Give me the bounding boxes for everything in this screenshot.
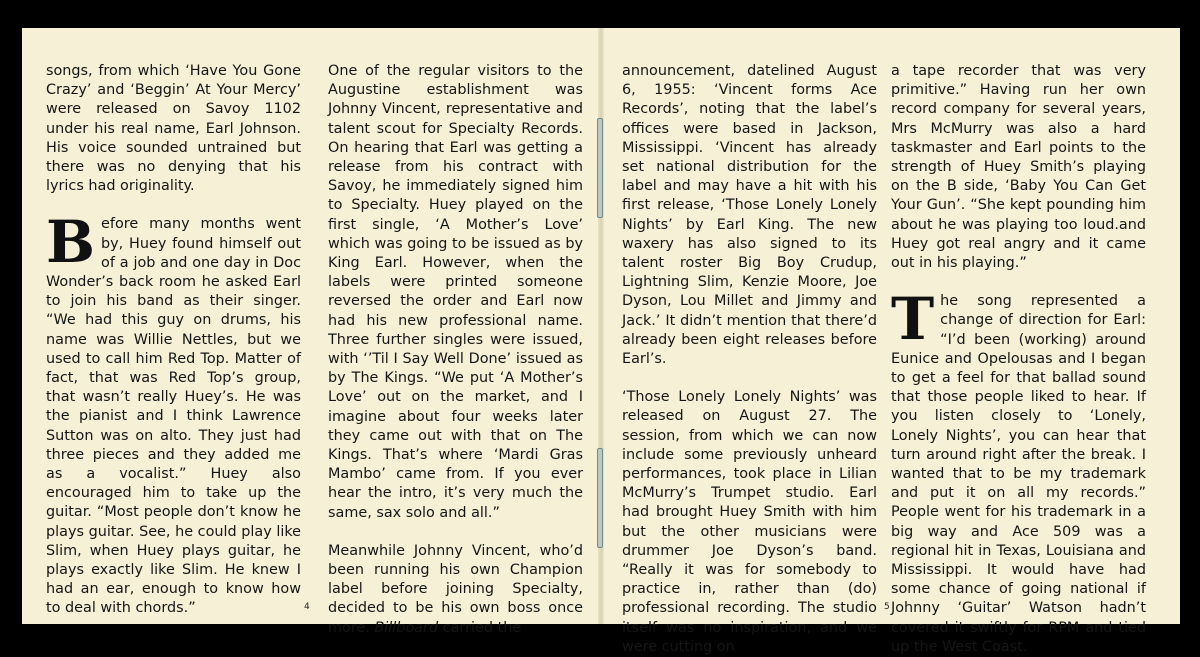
- paragraph-text: efore many months went by, Huey found himself out of a job and one day in Doc Wonder’s back room he asked Earl to join his band as their singer. “We had this guy on drums, his name was Willie Nettles, but we used to call him Red Top. Matter of fact, that was Red Top’s group, that wasn’t really Huey’s. He was the pianist and I think Lawrence Sutton was on alto. They just had three pieces and they added me as a vocalist.” Huey also encouraged him to take up the guitar. “Most people don’t know he plays guitar. See, he could play like Slim, when Huey plays guitar, he plays exactly like Slim. He knew I had an ear, enough to know how to deal with chords.”: [46, 216, 301, 617]
- right-page: [602, 28, 1180, 655]
- page-number: 4: [304, 602, 310, 612]
- italic-title: Billboard: [374, 619, 439, 636]
- paragraph: One of the regular visitors to the Augustine establishment was Johnny Vincent, representative and talent scout for Specialty Records. On hearing that Earl was getting a release from his contract with Savoy, he immediately signed him to Specialty. Huey played on the first single, ‘A Mother’s Love’ which was going to be issued as by King Earl. However, when the labels were printed someone reversed the order and Earl now had his new professional name. Three further singles were issued, with ‘’Til I Say Well Done’ issued as by The Kings. “We put ‘A Mother’s Love’ out on the market, and I imagine about four weeks later they came out with that on The Kings. That’s where ‘Mardi Gras Mambo’ came from. If you ever hear the intro, it’s very much the same, sax solo and all.”: [328, 63, 583, 521]
- paragraph: [46, 208, 301, 618]
- paragraph: [891, 285, 1146, 657]
- left-page: [22, 28, 600, 636]
- paragraph-text: he song represented a change of direction for Earl: “I’d been (working) around Eunice and Opelousas and I began to get a feel for that ballad sound that those people liked to hear. If you listen closely to ‘Lonely, Lonely Nights’, you can hear that turn around right after the break. I wanted that to be my trademark and put it on all my records.” People went for his trademark in a big way and Ace 509 was a regional hit in Texas, Louisiana and Mississippi. It would have had some chance of going national if Johnny ‘Guitar’ Watson hadn’t covered it swiftly for RPM and tied up the West Coast.: [891, 293, 1146, 655]
- paragraph: a tape recorder that was very primitive.” Having run her own record company for several years, Mrs McMurry was also a hard taskmaster and Earl points to the strength of Huey Smith’s playing on the B side, ‘Baby You Can Get Your Gun’. “She kept pounding him about he was playing too loud.and Huey got real angry and it came out in his playing.”: [891, 63, 1146, 272]
- left-page-column-2: [328, 62, 583, 638]
- left-page-column-1: [46, 62, 301, 619]
- paragraph-text: carried the: [442, 619, 522, 636]
- page-number: 5: [884, 602, 890, 612]
- drop-cap: B: [46, 208, 96, 277]
- paragraph: [328, 542, 583, 638]
- drop-cap: T: [891, 285, 935, 354]
- booklet-spread: [22, 28, 1180, 655]
- paragraph-text: Meanwhile Johnny Vincent, who’d been running his own Champion label before joining Specialty, decided to be his own boss once more.: [328, 542, 583, 636]
- paragraph: announcement, datelined August 6, 1955: ‘Vincent forms Ace Records’, noting that the label’s offices were based in Jackson, Mississippi. ‘Vincent has already set national distribution for the label and may have a hit with his first release, ‘Those Lonely Lonely Nights’ by Earl King. The new waxery has also signed to its talent roster Big Boy Crudup, Lightning Slim, Kenzie Moore, Joe Dyson, Lou Millet and Jimmy and Jack.’ It didn’t mention that there’d already been eight releases before Earl’s.: [622, 63, 877, 368]
- right-page-column-1: [622, 62, 877, 657]
- paragraph: ‘Those Lonely Lonely Nights’ was released on August 27. The session, from which we can now include some previously unheard performances, took place in Lilian McMurry’s Trumpet studio. Earl had brought Huey Smith with him but the other musicians were drummer Joe Dyson’s band. “Really it was for somebody to practice in, rather than (do) professional recording. The studio itself was no inspiration, and we were cutting on: [622, 389, 877, 655]
- right-page-column-2: [891, 62, 1146, 657]
- paragraph: songs, from which ‘Have You Gone Crazy’ and ‘Beggin’ At Your Mercy’ were released on Savoy 1102 under his real name, Earl Johnson. His voice sounded untrained but there was no denying that his lyrics had originality.: [46, 63, 301, 195]
